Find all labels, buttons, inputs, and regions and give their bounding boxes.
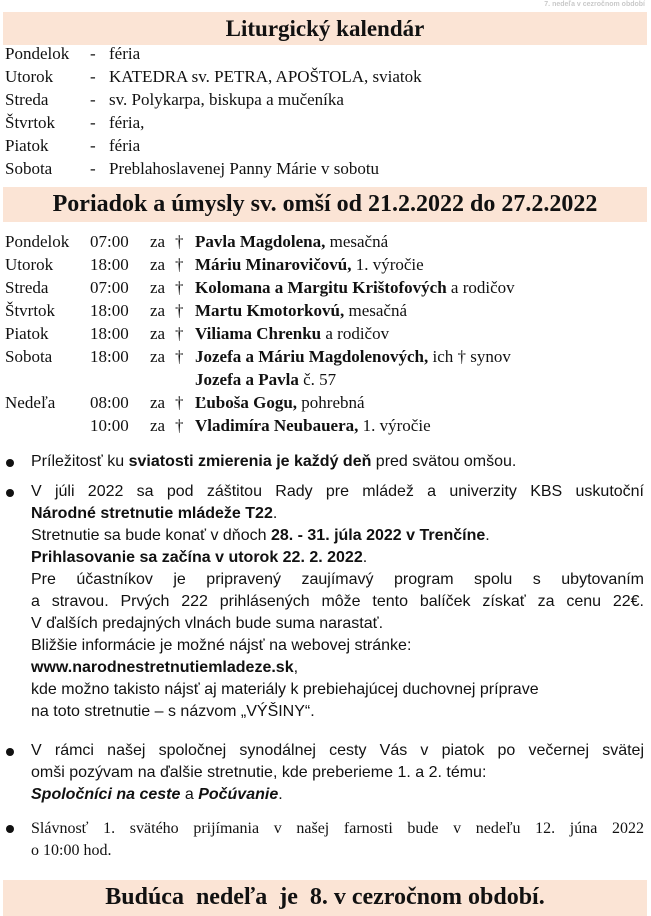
bullet-icon xyxy=(6,748,14,756)
synod-line: V rámci našej spoločnej synodálnej cesty Vás v piatok po večernej svätej xyxy=(31,742,644,759)
confession-bold: sviatosti zmierenia je každý deň xyxy=(128,453,372,470)
notice-synod xyxy=(31,740,644,806)
dash: - xyxy=(90,67,96,86)
intention-note: 1. výročie xyxy=(351,255,424,274)
synod-topic-1: Spoločníci na ceste xyxy=(31,786,181,803)
intention-name: Pavla Magdolena, xyxy=(195,232,326,251)
time-label: 18:00 xyxy=(90,347,129,366)
bullet-icon xyxy=(6,825,14,833)
day-label: Štvrtok xyxy=(5,113,56,132)
intention-name: Jozefa a Máriu Magdolenových, xyxy=(195,347,429,366)
confession-tail: pred svätou omšou. xyxy=(371,453,517,470)
day-label: Streda xyxy=(5,90,49,109)
communion-line: Slávnosť 1. svätého prijímania v našej farnosti bude v nedeľu 12. júna 2022 xyxy=(31,820,644,837)
youth-line: Stretnutie sa bude konať v dňoch xyxy=(31,527,271,544)
communion-line: o 10:00 hod. xyxy=(31,842,112,859)
event-label: féria, xyxy=(109,113,145,132)
cross-icon: † xyxy=(175,416,184,435)
intention-note: pohrebná xyxy=(297,393,365,412)
next-sunday-banner: Budúca nedeľa je 8. v cezročnom období. xyxy=(3,880,647,916)
za-label: za xyxy=(150,324,166,343)
day-label: Streda xyxy=(5,278,49,297)
day-label: Piatok xyxy=(5,324,49,343)
dash: - xyxy=(90,159,96,178)
notice-communion xyxy=(31,818,644,862)
synod-topic-2: Počúvanie xyxy=(198,786,279,803)
dash: - xyxy=(90,44,96,63)
cross-icon: † xyxy=(175,393,184,412)
intention-note: č. 57 xyxy=(298,370,337,389)
youth-event-name: Národné stretnutie mládeže T22 xyxy=(31,505,273,522)
youth-line: Bližšie informácie je možné nájsť na webovej stránke: xyxy=(31,637,412,654)
bullet-icon xyxy=(6,459,14,467)
cross-icon: † xyxy=(175,255,184,274)
za-label: za xyxy=(150,393,166,412)
time-label: 10:00 xyxy=(90,416,129,435)
intention-note: 1. výročie xyxy=(358,416,431,435)
cross-icon: † xyxy=(175,232,184,251)
za-label: za xyxy=(150,347,166,366)
notice-youth xyxy=(31,481,644,723)
event-label: Preblahoslavenej Panny Márie v sobotu xyxy=(109,159,380,178)
masses-title: Poriadok a úmysly sv. omší od 21.2.2022 do 27.2.2022 xyxy=(3,187,647,222)
intention-name: Martu Kmotorkovú, xyxy=(195,301,345,320)
youth-line: V ďalších predajných vlnách bude suma narastať. xyxy=(31,615,384,632)
event-label: KATEDRA sv. PETRA, APOŠTOLA, sviatok xyxy=(109,67,422,86)
time-label: 07:00 xyxy=(90,232,129,251)
day-label: Sobota xyxy=(5,347,53,366)
time-label: 18:00 xyxy=(90,301,129,320)
intention-note: mesačná xyxy=(325,232,389,251)
liturgical-title: Liturgický kalendár xyxy=(3,12,647,45)
synod-and: a xyxy=(180,786,199,803)
day-label: Nedeľa xyxy=(5,393,56,412)
time-label: 18:00 xyxy=(90,255,129,274)
event-label: féria xyxy=(109,44,141,63)
cross-icon: † xyxy=(175,301,184,320)
youth-punct: . xyxy=(485,527,490,544)
bullet-icon xyxy=(6,489,14,497)
youth-registration: Prihlasovanie sa začína v utorok 22. 2. 2022 xyxy=(31,549,363,566)
youth-website-link[interactable]: www.narodnestretnutiemladeze.sk xyxy=(31,659,294,676)
dash: - xyxy=(90,113,96,132)
intention-note: ich † synov xyxy=(428,347,511,366)
youth-dates: 28. - 31. júla 2022 v Trenčíne xyxy=(270,527,486,544)
youth-line: na toto stretnutie – s názvom „VÝŠINY“. xyxy=(31,703,315,720)
cross-icon: † xyxy=(175,324,184,343)
intention-name: Vladimíra Neubauera, xyxy=(195,416,359,435)
youth-punct: , xyxy=(293,659,299,676)
intention-name: Viliama Chrenku xyxy=(195,324,322,343)
intention-note: mesačná xyxy=(344,301,407,320)
intention-note: a rodičov xyxy=(446,278,515,297)
day-label: Pondelok xyxy=(5,44,70,63)
day-label: Sobota xyxy=(5,159,53,178)
intention-name: Máriu Minarovičovú, xyxy=(195,255,352,274)
day-label: Pondelok xyxy=(5,232,70,251)
synod-punct: . xyxy=(278,786,283,803)
youth-line: a stravou. Prvých 222 prihlásených môže tento balíček získať za cenu 22€. xyxy=(31,593,644,610)
za-label: za xyxy=(150,301,166,320)
intention-name: Kolomana a Margitu Krištofových xyxy=(195,278,447,297)
day-label: Utorok xyxy=(5,67,54,86)
dash: - xyxy=(90,136,96,155)
notice-confession xyxy=(31,451,644,473)
day-label: Utorok xyxy=(5,255,54,274)
cross-icon: † xyxy=(175,278,184,297)
youth-line: V júli 2022 sa pod záštitou Rady pre mládež a univerzity KBS uskutoční xyxy=(31,483,644,500)
confession-text: Príležitosť ku xyxy=(31,453,129,470)
time-label: 18:00 xyxy=(90,324,129,343)
za-label: za xyxy=(150,416,166,435)
corner-note: 7. nedeľa v cezročnom období xyxy=(544,1,645,8)
event-label: féria xyxy=(109,136,141,155)
youth-punct: . xyxy=(362,549,368,566)
dash: - xyxy=(90,90,96,109)
time-label: 07:00 xyxy=(90,278,129,297)
za-label: za xyxy=(150,278,166,297)
cross-icon: † xyxy=(175,347,184,366)
day-label: Štvrtok xyxy=(5,301,56,320)
intention-name: Ľuboša Gogu, xyxy=(195,393,298,412)
time-label: 08:00 xyxy=(90,393,129,412)
synod-line: omši pozývam na ďalšie stretnutie, kde preberieme 1. a 2. tému: xyxy=(31,764,487,781)
youth-punct: . xyxy=(272,505,278,522)
intention-name: Jozefa a Pavla xyxy=(195,370,299,389)
intention-note: a rodičov xyxy=(321,324,390,343)
za-label: za xyxy=(150,232,166,251)
youth-line: Pre účastníkov je pripravený zaujímavý program spolu s ubytovaním xyxy=(31,571,644,588)
youth-line: kde možno takisto nájsť aj materiály k prebiehajúcej duchovnej príprave xyxy=(31,681,539,698)
day-label: Piatok xyxy=(5,136,49,155)
event-label: sv. Polykarpa, biskupa a mučeníka xyxy=(109,90,344,109)
za-label: za xyxy=(150,255,166,274)
